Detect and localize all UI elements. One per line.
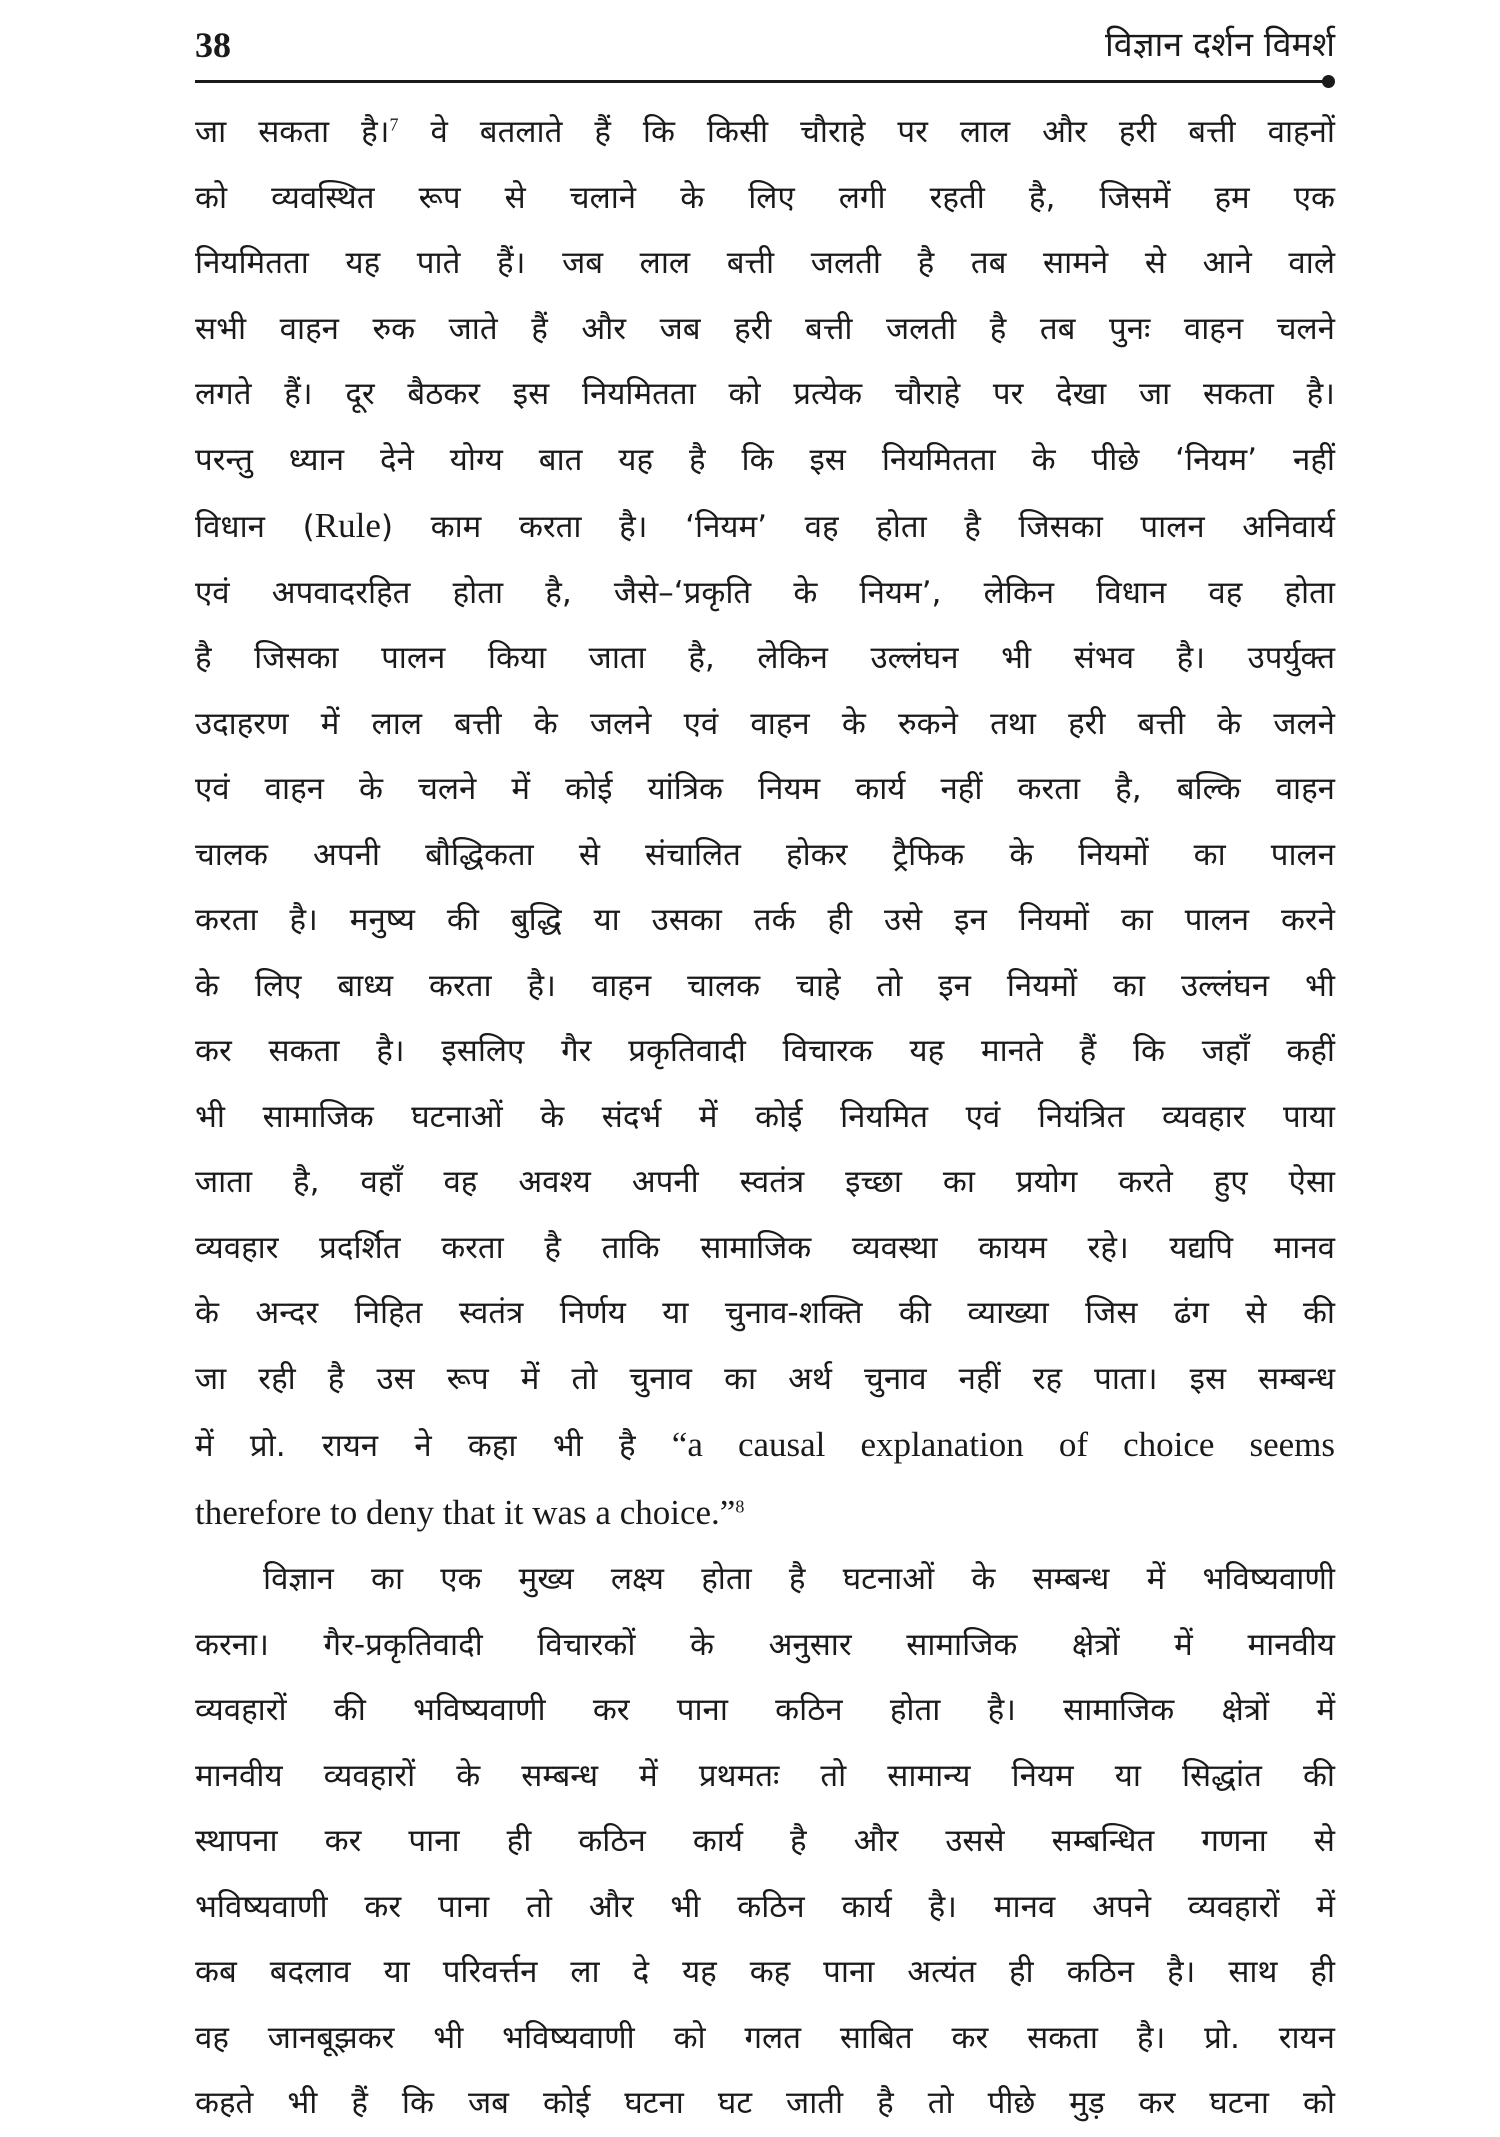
text-segment: वे बतलाते हैं कि किसी चौराहे पर लाल और हरी बत्ती वाहनों <box>398 114 1335 150</box>
text-line: लगते हैं। दूर बैठकर इस नियमितता को प्रत्येक चौराहे पर देखा जा सकता है। <box>195 376 1335 412</box>
paragraph-1 <box>195 100 1335 1547</box>
text-line: जाता है, वहाँ वह अवश्य अपनी स्वतंत्र इच्छा का प्रयोग करते हुए ऐसा <box>195 1164 1335 1200</box>
body-text <box>195 100 1335 2137</box>
text-line: एवं वाहन के चलने में कोई यांत्रिक नियम कार्य नहीं करता है, बल्कि वाहन <box>195 771 1335 807</box>
text-segment: जा सकता है। <box>195 114 390 150</box>
text-segment: विधान ( <box>195 509 315 545</box>
text-line: करता है। मनुष्य की बुद्धि या उसका तर्क ही उसे इन नियमों का पालन करने <box>195 902 1335 938</box>
text-line: वह जानबूझकर भी भविष्यवाणी को गलत साबित कर सकता है। प्रो. रायन <box>195 2019 1335 2056</box>
latin-term-rule: Rule <box>314 506 381 545</box>
text-line: कब बदलाव या परिवर्त्तन ला दे यह कह पाना अत्यंत ही कठिन है। साथ ही <box>195 1954 1335 1990</box>
text-line: जा रही है उस रूप में तो चुनाव का अर्थ चुनाव नहीं रह पाता। इस सम्बन्ध <box>195 1360 1335 1397</box>
footnote-ref-7: 7 <box>389 114 399 135</box>
text-line: कर सकता है। इसलिए गैर प्रकृतिवादी विचारक यह मानते हैं कि जहाँ कहीं <box>195 1033 1335 1069</box>
book-page <box>195 18 1336 2121</box>
text-line: मानवीय व्यवहारों के सम्बन्ध में प्रथमतः तो सामान्य नियम या सिद्धांत की <box>195 1757 1335 1794</box>
text-line: व्यवहार प्रदर्शित करता है ताकि सामाजिक व्यवस्था कायम रहे। यद्यपि मानव <box>195 1229 1335 1266</box>
text-line <box>195 100 1335 166</box>
text-line: सभी वाहन रुक जाते हैं और जब हरी बत्ती जलती है तब पुनः वाहन चलने <box>195 310 1335 347</box>
text-line: नियमितता यह पाते हैं। जब लाल बत्ती जलती है तब सामने से आने वाले <box>195 245 1335 281</box>
text-line: व्यवहारों की भविष्यवाणी कर पाना कठिन होता है। सामाजिक क्षेत्रों में <box>195 1692 1335 1728</box>
text-line: कहते भी हैं कि जब कोई घटना घट जाती है तो पीछे मुड़ कर घटना को <box>195 2085 1335 2121</box>
text-line: स्थापना कर पाना ही कठिन कार्य है और उससे सम्बन्धित गणना से <box>195 1823 1335 1859</box>
text-line: चालक अपनी बौद्धिकता से संचालित होकर ट्रैफिक के नियमों का पालन <box>195 836 1335 873</box>
header-rule <box>195 80 1329 83</box>
running-title: विज्ञान दर्शन विमर्श <box>1104 25 1335 65</box>
text-line <box>195 493 1335 561</box>
text-line: एवं अपवादरहित होता है, जैसे–‘प्रकृति के नियम’, लेकिन विधान वह होता <box>195 574 1335 611</box>
text-line: भी सामाजिक घटनाओं के संदर्भ में कोई नियमित एवं नियंत्रित व्यवहार पाया <box>195 1098 1335 1135</box>
english-quote: “a causal explanation of choice seems <box>671 1425 1336 1464</box>
text-line: के अन्दर निहित स्वतंत्र निर्णय या चुनाव-शक्ति की व्याख्या जिस ढंग से की <box>195 1295 1335 1331</box>
text-line: परन्तु ध्यान देने योग्य बात यह है कि इस नियमितता के पीछे ‘नियम’ नहीं <box>195 441 1335 478</box>
page-number: 38 <box>195 25 231 65</box>
footnote-ref-8: 8 <box>735 1496 745 1517</box>
text-segment: ) काम करता है। ‘नियम’ वह होता है जिसका पालन अनिवार्य <box>380 509 1335 545</box>
text-segment: में प्रो. रायन ने कहा भी है <box>195 1428 672 1464</box>
english-quote: therefore to deny that it was a choice.” <box>195 1492 736 1532</box>
text-line <box>195 1412 1335 1480</box>
text-line: के लिए बाध्य करता है। वाहन चालक चाहे तो इन नियमों का उल्लंघन भी <box>195 967 1335 1004</box>
text-line: को व्यवस्थित रूप से चलाने के लिए लगी रहती है, जिसमें हम एक <box>195 179 1335 216</box>
text-line: उदाहरण में लाल बत्ती के जलने एवं वाहन के रुकने तथा हरी बत्ती के जलने <box>195 705 1335 742</box>
text-line <box>195 1480 1335 1548</box>
text-line: विज्ञान का एक मुख्य लक्ष्य होता है घटनाओं के सम्बन्ध में भविष्यवाणी <box>263 1561 1335 1597</box>
paragraph-2 <box>195 1547 1335 2137</box>
text-line: है जिसका पालन किया जाता है, लेकिन उल्लंघन भी संभव है। उपर्युक्त <box>195 640 1335 676</box>
text-line: करना। गैर-प्रकृतिवादी विचारकों के अनुसार सामाजिक क्षेत्रों में मानवीय <box>195 1626 1335 1663</box>
header-rule-dot <box>1322 75 1335 88</box>
page-header <box>195 18 1335 80</box>
text-line: भविष्यवाणी कर पाना तो और भी कठिन कार्य है। मानव अपने व्यवहारों में <box>195 1888 1335 1925</box>
